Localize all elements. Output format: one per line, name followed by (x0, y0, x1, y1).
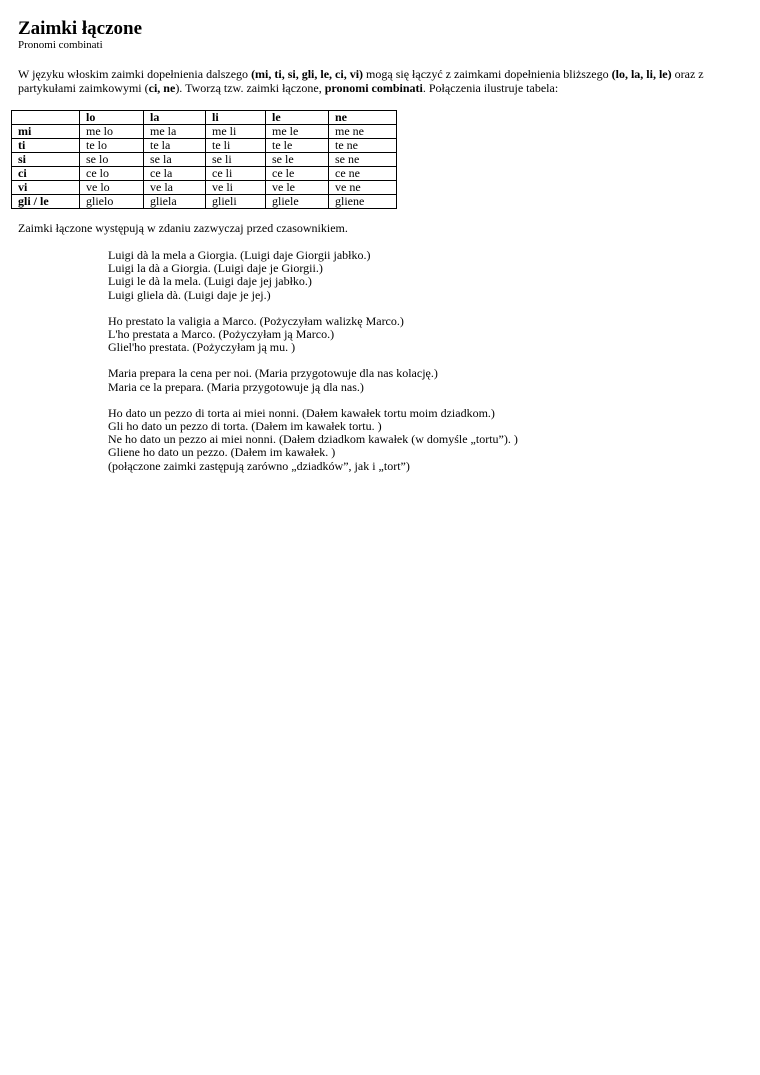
table-header-cell: ne (329, 111, 397, 125)
intro-bold-1: (mi, ti, si, gli, le, ci, vi) (251, 67, 364, 81)
table-cell: ce ne (329, 167, 397, 181)
usage-note: Zaimki łączone występują w zdaniu zazwyczaj przed czasownikiem. (18, 221, 348, 235)
row-label: si (12, 153, 80, 167)
example-line: Luigi gliela dà. (Luigi daje je jej.) (108, 287, 271, 302)
table-cell: me li (206, 125, 266, 139)
table-cell: ve li (206, 181, 266, 195)
table-cell: ce li (206, 167, 266, 181)
table-cell: ce la (144, 167, 206, 181)
page-subtitle: Pronomi combinati (18, 39, 103, 51)
table-header-row (12, 111, 397, 125)
table-cell: gliela (144, 195, 206, 209)
table-cell: me la (144, 125, 206, 139)
table-cell: se ne (329, 153, 397, 167)
table-cell: te li (206, 139, 266, 153)
table-cell: se lo (80, 153, 144, 167)
example-line: Luigi la dà a Giorgia. (Luigi daje je Giorgii.) (108, 261, 323, 276)
table-cell: te lo (80, 139, 144, 153)
example-line: Maria ce la prepara. (Maria przygotowuje ją dla nas.) (108, 379, 364, 394)
table-row (12, 167, 397, 181)
example-line: Maria prepara la cena per noi. (Maria przygotowuje dla nas kolację.) (108, 366, 438, 381)
table-cell: te le (266, 139, 329, 153)
table-row (12, 153, 397, 167)
example-group (108, 315, 518, 355)
row-label: gli / le (12, 195, 80, 209)
table-cell: ce lo (80, 167, 144, 181)
table-cell: ce le (266, 167, 329, 181)
table-cell: ve la (144, 181, 206, 195)
example-line: Gliel'ho prestata. (Pożyczyłam ją mu. ) (108, 340, 296, 355)
table-cell: se li (206, 153, 266, 167)
table-header-cell: le (266, 111, 329, 125)
table-cell: me ne (329, 125, 397, 139)
example-line: Ne ho dato un pezzo ai miei nonni. (Dałem dziadkom kawałek (w domyśle „tortu”). ) (108, 432, 518, 447)
table-cell: te la (144, 139, 206, 153)
intro-paragraph (18, 67, 738, 95)
example-line: Ho prestato la valigia a Marco. (Pożyczyłam walizkę Marco.) (108, 313, 404, 328)
example-line: Ho dato un pezzo di torta ai miei nonni. (Dałem kawałek tortu moim dziadkom.) (108, 405, 495, 420)
table-cell: ve lo (80, 181, 144, 195)
intro-bold-4: pronomi combinati (324, 81, 423, 95)
example-line: Luigi dà la mela a Giorgia. (Luigi daje Giorgii jabłko.) (108, 248, 371, 262)
row-label: vi (12, 181, 80, 195)
example-group (108, 249, 518, 302)
example-line: Luigi le dà la mela. (Luigi daje jej jabłko.) (108, 274, 312, 289)
example-group (108, 367, 518, 393)
table-cell: se la (144, 153, 206, 167)
table-cell: glieli (206, 195, 266, 209)
table-cell: glielo (80, 195, 144, 209)
table-row (12, 181, 397, 195)
table-cell: te ne (329, 139, 397, 153)
intro-text-1: W języku włoskim zaimki dopełnienia dalszego (18, 67, 252, 81)
row-label: mi (12, 125, 80, 139)
table-header-cell: la (144, 111, 206, 125)
table-row (12, 195, 397, 209)
intro-text-3: oraz z partykułami zaimkowymi ( (18, 67, 704, 95)
row-label: ci (12, 167, 80, 181)
example-group (108, 407, 518, 473)
intro-text-4: ). Tworzą tzw. zaimki łączone, (175, 81, 325, 95)
table-row (12, 125, 397, 139)
page-title: Zaimki łączone (18, 18, 143, 39)
table-cell: me le (266, 125, 329, 139)
example-line: Gli ho dato un pezzo di torta. (Dałem im kawałek tortu. ) (108, 419, 382, 434)
table-header-cell: lo (80, 111, 144, 125)
intro-bold-2: (lo, la, li, le) (611, 67, 672, 81)
example-line: (połączone zaimki zastępują zarówno „dziadków”, jak i „tort”) (108, 458, 410, 473)
table-cell: gliele (266, 195, 329, 209)
table-cell: ve le (266, 181, 329, 195)
table-header-cell (12, 111, 80, 125)
intro-text-2: mogą się łączyć z zaimkami dopełnienia bliższego (363, 67, 612, 81)
table-cell: ve ne (329, 181, 397, 195)
table-header-cell: li (206, 111, 266, 125)
table-cell: me lo (80, 125, 144, 139)
intro-text-5: . Połączenia ilustruje tabela: (422, 81, 559, 95)
example-line: L'ho prestata a Marco. (Pożyczyłam ją Marco.) (108, 327, 335, 342)
table-cell: se le (266, 153, 329, 167)
row-label: ti (12, 139, 80, 153)
example-line: Gliene ho dato un pezzo. (Dałem im kawałek. ) (108, 445, 336, 460)
pronoun-combination-table (11, 110, 397, 209)
table-row (12, 139, 397, 153)
intro-bold-3: ci, ne (148, 81, 176, 95)
examples-block (108, 249, 518, 486)
table-cell: gliene (329, 195, 397, 209)
